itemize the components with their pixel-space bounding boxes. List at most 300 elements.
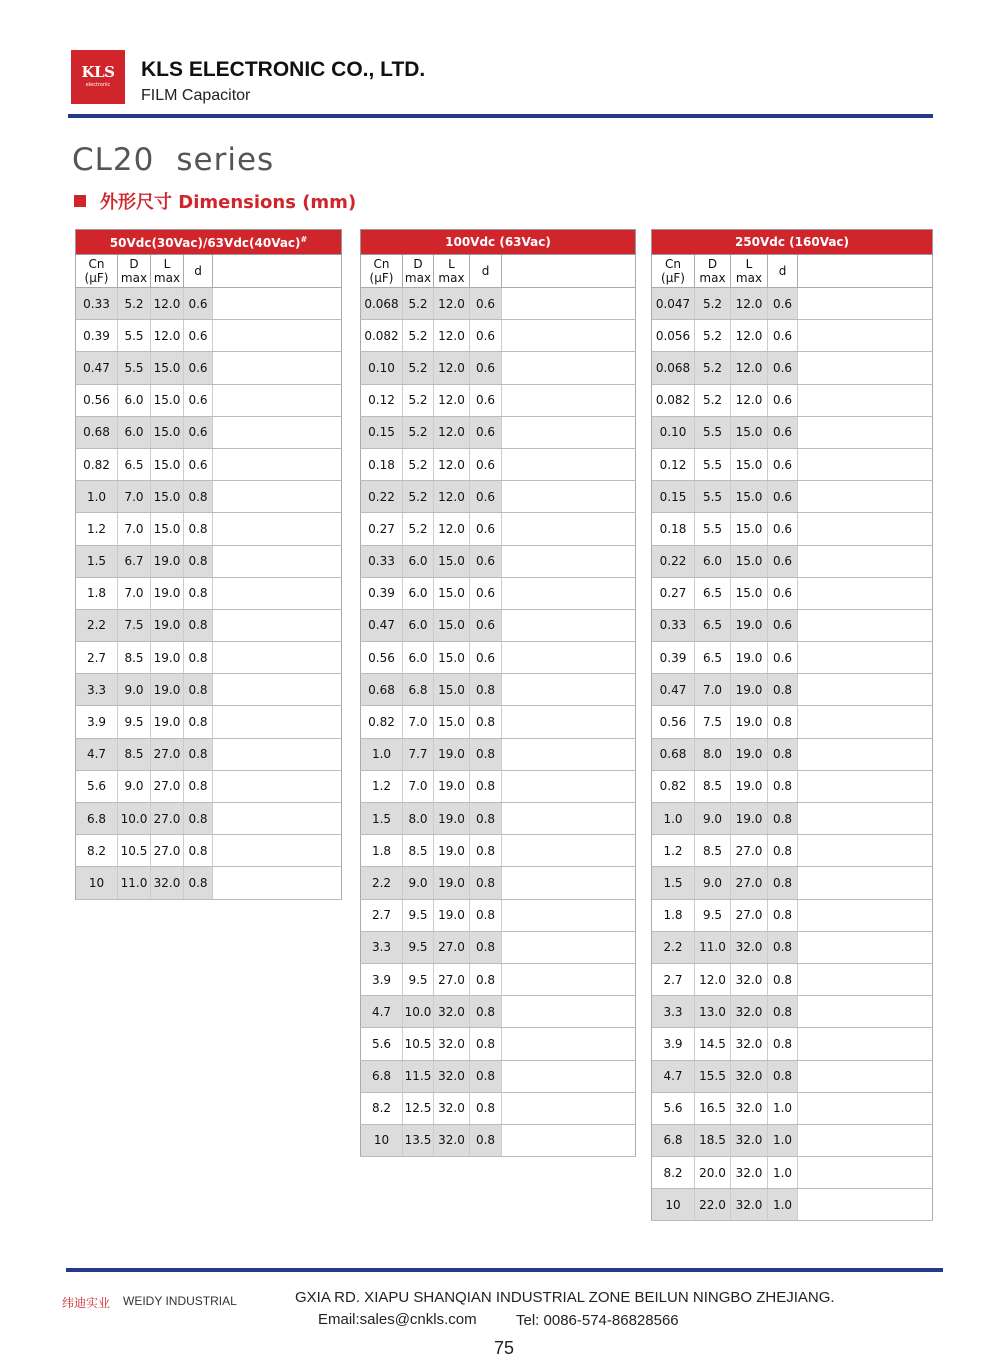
cell-lead-diameter: 0.8 xyxy=(470,1124,502,1156)
table-row xyxy=(76,481,342,513)
cell-lead-diameter: 0.8 xyxy=(470,1028,502,1060)
row-spacer xyxy=(502,1124,636,1156)
cell-diameter-max: 10.5 xyxy=(118,835,151,867)
column-header-lead xyxy=(470,255,502,288)
cell-length-max: 12.0 xyxy=(151,288,184,320)
column-header-lead-text: d xyxy=(481,264,490,278)
cell-diameter-max: 8.5 xyxy=(695,770,731,802)
cell-length-max: 15.0 xyxy=(151,384,184,416)
cell-length-max: 12.0 xyxy=(434,416,470,448)
table-row xyxy=(652,899,933,931)
table-row xyxy=(76,706,342,738)
cell-capacitance: 0.10 xyxy=(361,352,403,384)
table-row xyxy=(361,352,636,384)
cell-length-max: 27.0 xyxy=(151,738,184,770)
cell-lead-diameter: 0.8 xyxy=(184,577,213,609)
cell-lead-diameter: 0.6 xyxy=(184,320,213,352)
cell-capacitance: 1.2 xyxy=(652,835,695,867)
cell-lead-diameter: 0.6 xyxy=(470,384,502,416)
cell-capacitance: 0.047 xyxy=(652,288,695,320)
cell-lead-diameter: 0.8 xyxy=(184,481,213,513)
cell-capacitance: 0.47 xyxy=(76,352,118,384)
cell-capacitance: 0.47 xyxy=(652,674,695,706)
table-title xyxy=(76,230,342,255)
cell-capacitance: 2.7 xyxy=(76,642,118,674)
cell-diameter-max: 6.0 xyxy=(118,416,151,448)
cell-capacitance: 8.2 xyxy=(361,1092,403,1124)
cell-lead-diameter: 0.6 xyxy=(470,513,502,545)
cell-lead-diameter: 0.8 xyxy=(470,674,502,706)
cell-diameter-max: 6.8 xyxy=(403,674,434,706)
page-number: 75 xyxy=(494,1338,515,1358)
cell-lead-diameter: 0.8 xyxy=(768,996,798,1028)
cell-diameter-max: 7.0 xyxy=(118,513,151,545)
cell-length-max: 32.0 xyxy=(731,1189,768,1221)
cell-length-max: 19.0 xyxy=(731,706,768,738)
row-spacer xyxy=(798,577,933,609)
cell-diameter-max: 8.0 xyxy=(403,803,434,835)
row-spacer xyxy=(213,835,342,867)
cell-lead-diameter: 0.8 xyxy=(470,835,502,867)
cell-lead-diameter: 0.8 xyxy=(184,545,213,577)
cell-capacitance: 4.7 xyxy=(76,738,118,770)
cell-lead-diameter: 0.6 xyxy=(184,288,213,320)
cell-capacitance: 2.2 xyxy=(652,931,695,963)
cell-lead-diameter: 0.8 xyxy=(184,867,213,899)
cell-capacitance: 3.9 xyxy=(76,706,118,738)
table-row xyxy=(76,352,342,384)
cell-lead-diameter: 0.8 xyxy=(184,738,213,770)
cell-length-max: 27.0 xyxy=(151,803,184,835)
cell-lead-diameter: 0.6 xyxy=(768,416,798,448)
cell-lead-diameter: 0.6 xyxy=(768,577,798,609)
cell-capacitance: 6.8 xyxy=(76,803,118,835)
company-logo xyxy=(71,50,125,104)
cell-length-max: 15.0 xyxy=(151,448,184,480)
cell-capacitance: 3.9 xyxy=(652,1028,695,1060)
cell-capacitance: 0.56 xyxy=(652,706,695,738)
row-spacer xyxy=(798,513,933,545)
row-spacer xyxy=(798,996,933,1028)
cell-diameter-max: 20.0 xyxy=(695,1157,731,1189)
cell-capacitance: 1.8 xyxy=(361,835,403,867)
table-row xyxy=(361,738,636,770)
column-header-d-text: max xyxy=(404,271,432,285)
cell-length-max: 19.0 xyxy=(151,609,184,641)
cell-lead-diameter: 0.6 xyxy=(184,384,213,416)
table-row xyxy=(76,738,342,770)
row-spacer xyxy=(798,320,933,352)
cell-diameter-max: 9.0 xyxy=(695,803,731,835)
cell-diameter-max: 11.0 xyxy=(118,867,151,899)
cell-capacitance: 5.6 xyxy=(76,770,118,802)
table-row xyxy=(652,738,933,770)
cell-diameter-max: 10.0 xyxy=(403,996,434,1028)
table-100vdc xyxy=(360,229,636,1157)
cell-diameter-max: 6.7 xyxy=(118,545,151,577)
table-row xyxy=(76,545,342,577)
row-spacer xyxy=(798,352,933,384)
row-spacer xyxy=(213,867,342,899)
column-header-cn-text: Cn xyxy=(373,257,390,271)
cell-lead-diameter: 0.8 xyxy=(768,674,798,706)
cell-lead-diameter: 0.6 xyxy=(768,352,798,384)
cell-diameter-max: 8.5 xyxy=(118,738,151,770)
row-spacer xyxy=(502,513,636,545)
cell-diameter-max: 22.0 xyxy=(695,1189,731,1221)
row-spacer xyxy=(213,642,342,674)
cell-capacitance: 0.15 xyxy=(361,416,403,448)
column-header-l xyxy=(434,255,470,288)
cell-lead-diameter: 0.6 xyxy=(470,320,502,352)
cell-length-max: 19.0 xyxy=(434,867,470,899)
row-spacer xyxy=(502,384,636,416)
header-spacer xyxy=(798,255,933,288)
table-row xyxy=(76,803,342,835)
cell-capacitance: 0.33 xyxy=(76,288,118,320)
table-row xyxy=(652,577,933,609)
cell-length-max: 15.0 xyxy=(731,545,768,577)
cell-length-max: 15.0 xyxy=(731,513,768,545)
cell-diameter-max: 6.0 xyxy=(695,545,731,577)
cell-capacitance: 0.39 xyxy=(76,320,118,352)
row-spacer xyxy=(213,738,342,770)
cell-diameter-max: 5.2 xyxy=(403,288,434,320)
table-row xyxy=(76,384,342,416)
voltage-rating: 250Vdc (160Vac) xyxy=(734,235,850,249)
cell-length-max: 12.0 xyxy=(434,448,470,480)
footer-address: GXIA RD. XIAPU SHANQIAN INDUSTRIAL ZONE BEILUN NINGBO ZHEJIANG. xyxy=(295,1289,835,1306)
cell-diameter-max: 5.5 xyxy=(695,513,731,545)
cell-capacitance: 0.22 xyxy=(652,545,695,577)
cell-capacitance: 1.5 xyxy=(361,803,403,835)
cell-capacitance: 0.18 xyxy=(361,448,403,480)
row-spacer xyxy=(213,577,342,609)
cell-length-max: 27.0 xyxy=(731,867,768,899)
cell-capacitance: 0.12 xyxy=(652,448,695,480)
series-code: CL20 xyxy=(72,142,155,178)
table-row xyxy=(652,416,933,448)
cell-lead-diameter: 0.8 xyxy=(184,674,213,706)
cell-diameter-max: 5.5 xyxy=(695,481,731,513)
table-250vdc xyxy=(651,229,933,1221)
cell-lead-diameter: 0.6 xyxy=(470,642,502,674)
cell-lead-diameter: 0.6 xyxy=(768,609,798,641)
cell-capacitance: 2.7 xyxy=(652,963,695,995)
row-spacer xyxy=(798,545,933,577)
cell-lead-diameter: 0.6 xyxy=(470,448,502,480)
cell-capacitance: 1.5 xyxy=(652,867,695,899)
cell-length-max: 32.0 xyxy=(731,1092,768,1124)
row-spacer xyxy=(213,545,342,577)
row-spacer xyxy=(798,1028,933,1060)
header-spacer xyxy=(502,255,636,288)
column-header-l-text: L xyxy=(745,257,753,271)
cell-length-max: 12.0 xyxy=(731,320,768,352)
row-spacer xyxy=(213,448,342,480)
section-heading xyxy=(74,188,356,214)
cell-lead-diameter: 0.8 xyxy=(184,513,213,545)
row-spacer xyxy=(798,642,933,674)
cell-diameter-max: 6.0 xyxy=(403,609,434,641)
table-row xyxy=(76,867,342,899)
table-row xyxy=(76,609,342,641)
cell-capacitance: 0.18 xyxy=(652,513,695,545)
cell-lead-diameter: 0.8 xyxy=(470,1092,502,1124)
cell-diameter-max: 5.2 xyxy=(695,352,731,384)
cell-diameter-max: 8.0 xyxy=(695,738,731,770)
cell-lead-diameter: 0.6 xyxy=(768,384,798,416)
cell-capacitance: 0.39 xyxy=(361,577,403,609)
cell-diameter-max: 7.0 xyxy=(695,674,731,706)
cell-diameter-max: 6.0 xyxy=(403,577,434,609)
cell-lead-diameter: 1.0 xyxy=(768,1189,798,1221)
cell-length-max: 32.0 xyxy=(434,1124,470,1156)
table-row xyxy=(361,320,636,352)
cell-capacitance: 0.27 xyxy=(652,577,695,609)
table-row xyxy=(652,1092,933,1124)
cell-diameter-max: 6.5 xyxy=(695,577,731,609)
cell-length-max: 19.0 xyxy=(434,899,470,931)
cell-diameter-max: 6.0 xyxy=(403,642,434,674)
cell-lead-diameter: 0.8 xyxy=(470,770,502,802)
voltage-rating: 100Vdc (63Vac) xyxy=(445,235,551,249)
cell-length-max: 32.0 xyxy=(731,1157,768,1189)
cell-length-max: 19.0 xyxy=(151,545,184,577)
series-word: series xyxy=(176,142,275,178)
table-row xyxy=(76,320,342,352)
cell-diameter-max: 12.0 xyxy=(695,963,731,995)
row-spacer xyxy=(213,352,342,384)
cell-lead-diameter: 0.6 xyxy=(470,416,502,448)
cell-lead-diameter: 0.8 xyxy=(768,963,798,995)
cell-capacitance: 1.5 xyxy=(76,545,118,577)
table-row xyxy=(361,803,636,835)
cell-diameter-max: 12.5 xyxy=(403,1092,434,1124)
cell-lead-diameter: 0.6 xyxy=(470,609,502,641)
row-spacer xyxy=(502,674,636,706)
column-header-row xyxy=(361,255,636,288)
cell-diameter-max: 5.2 xyxy=(118,288,151,320)
cell-capacitance: 10 xyxy=(652,1189,695,1221)
row-spacer xyxy=(213,416,342,448)
table-row xyxy=(652,384,933,416)
cell-diameter-max: 9.0 xyxy=(403,867,434,899)
cell-diameter-max: 7.0 xyxy=(118,577,151,609)
cell-length-max: 12.0 xyxy=(151,320,184,352)
cell-lead-diameter: 0.6 xyxy=(768,288,798,320)
cell-diameter-max: 6.5 xyxy=(695,609,731,641)
cell-lead-diameter: 0.8 xyxy=(470,996,502,1028)
row-spacer xyxy=(798,963,933,995)
cell-diameter-max: 9.5 xyxy=(403,899,434,931)
table-row xyxy=(361,513,636,545)
cell-diameter-max: 6.5 xyxy=(695,642,731,674)
cell-diameter-max: 5.2 xyxy=(403,416,434,448)
column-header-lead xyxy=(768,255,798,288)
cell-length-max: 15.0 xyxy=(434,706,470,738)
cell-capacitance: 0.82 xyxy=(652,770,695,802)
table-row xyxy=(76,288,342,320)
cell-capacitance: 10 xyxy=(361,1124,403,1156)
column-header-cn-text: Cn xyxy=(88,257,105,271)
table-row xyxy=(652,1060,933,1092)
table-row xyxy=(652,1028,933,1060)
cell-length-max: 19.0 xyxy=(434,803,470,835)
row-spacer xyxy=(502,352,636,384)
cell-lead-diameter: 0.8 xyxy=(768,867,798,899)
cell-lead-diameter: 0.8 xyxy=(470,738,502,770)
table-title xyxy=(361,230,636,255)
cell-diameter-max: 9.5 xyxy=(403,931,434,963)
cell-diameter-max: 5.5 xyxy=(695,448,731,480)
cell-capacitance: 0.082 xyxy=(361,320,403,352)
row-spacer xyxy=(502,931,636,963)
cell-capacitance: 0.82 xyxy=(361,706,403,738)
row-spacer xyxy=(213,770,342,802)
cell-length-max: 15.0 xyxy=(151,513,184,545)
row-spacer xyxy=(798,738,933,770)
row-spacer xyxy=(502,545,636,577)
cell-lead-diameter: 0.8 xyxy=(184,770,213,802)
cell-capacitance: 3.3 xyxy=(76,674,118,706)
cell-diameter-max: 5.2 xyxy=(403,513,434,545)
cell-diameter-max: 10.5 xyxy=(403,1028,434,1060)
column-header-cn-text: (μF) xyxy=(84,271,109,285)
table-row xyxy=(361,288,636,320)
table-row xyxy=(361,674,636,706)
cell-diameter-max: 6.0 xyxy=(403,545,434,577)
column-header-d xyxy=(118,255,151,288)
table-row xyxy=(652,674,933,706)
table-row xyxy=(652,288,933,320)
cell-lead-diameter: 1.0 xyxy=(768,1124,798,1156)
cell-length-max: 27.0 xyxy=(731,835,768,867)
cell-length-max: 12.0 xyxy=(731,352,768,384)
cell-capacitance: 0.068 xyxy=(652,352,695,384)
cell-diameter-max: 9.5 xyxy=(403,963,434,995)
table-row xyxy=(361,545,636,577)
column-header-d-text: max xyxy=(699,271,726,285)
cell-capacitance: 8.2 xyxy=(76,835,118,867)
row-spacer xyxy=(798,481,933,513)
cell-capacitance: 0.82 xyxy=(76,448,118,480)
cell-diameter-max: 16.5 xyxy=(695,1092,731,1124)
table-row xyxy=(361,384,636,416)
column-header-l-text: max xyxy=(438,271,465,285)
cell-capacitance: 0.68 xyxy=(652,738,695,770)
cell-capacitance: 1.2 xyxy=(76,513,118,545)
row-spacer xyxy=(213,706,342,738)
cell-diameter-max: 5.2 xyxy=(403,481,434,513)
table-row xyxy=(652,513,933,545)
cell-capacitance: 0.68 xyxy=(361,674,403,706)
cell-length-max: 19.0 xyxy=(151,706,184,738)
cell-lead-diameter: 0.8 xyxy=(768,835,798,867)
cell-lead-diameter: 0.6 xyxy=(470,577,502,609)
table-row xyxy=(76,448,342,480)
cell-length-max: 32.0 xyxy=(731,1028,768,1060)
cell-diameter-max: 8.5 xyxy=(695,835,731,867)
row-spacer xyxy=(502,738,636,770)
cell-capacitance: 0.22 xyxy=(361,481,403,513)
cell-length-max: 19.0 xyxy=(434,770,470,802)
cell-length-max: 12.0 xyxy=(434,288,470,320)
cell-lead-diameter: 0.8 xyxy=(470,931,502,963)
table-row xyxy=(76,577,342,609)
row-spacer xyxy=(798,706,933,738)
cell-length-max: 19.0 xyxy=(731,770,768,802)
cell-length-max: 12.0 xyxy=(731,288,768,320)
table-row xyxy=(361,931,636,963)
cell-diameter-max: 13.5 xyxy=(403,1124,434,1156)
cell-diameter-max: 7.5 xyxy=(695,706,731,738)
cell-diameter-max: 9.5 xyxy=(118,706,151,738)
cell-length-max: 32.0 xyxy=(434,1092,470,1124)
table-row xyxy=(361,770,636,802)
row-spacer xyxy=(502,1092,636,1124)
table-row xyxy=(652,320,933,352)
row-spacer xyxy=(798,448,933,480)
cell-length-max: 32.0 xyxy=(731,931,768,963)
cell-lead-diameter: 0.8 xyxy=(768,706,798,738)
row-spacer xyxy=(798,835,933,867)
logo-subtext: electronic xyxy=(85,82,111,88)
cell-capacitance: 0.68 xyxy=(76,416,118,448)
cell-capacitance: 0.33 xyxy=(361,545,403,577)
cell-length-max: 19.0 xyxy=(731,738,768,770)
header-spacer xyxy=(213,255,342,288)
cell-lead-diameter: 0.8 xyxy=(768,770,798,802)
cell-diameter-max: 14.5 xyxy=(695,1028,731,1060)
table-row xyxy=(652,996,933,1028)
table-title xyxy=(652,230,933,255)
cell-lead-diameter: 0.8 xyxy=(184,803,213,835)
cell-length-max: 19.0 xyxy=(151,674,184,706)
row-spacer xyxy=(502,899,636,931)
cell-diameter-max: 9.5 xyxy=(695,899,731,931)
cell-diameter-max: 5.2 xyxy=(403,352,434,384)
table-row xyxy=(652,803,933,835)
cell-length-max: 15.0 xyxy=(151,481,184,513)
cell-capacitance: 3.9 xyxy=(361,963,403,995)
cell-capacitance: 0.12 xyxy=(361,384,403,416)
column-header-lead xyxy=(184,255,213,288)
cell-diameter-max: 9.0 xyxy=(118,770,151,802)
cell-length-max: 32.0 xyxy=(731,1060,768,1092)
row-spacer xyxy=(502,963,636,995)
rating-footnote-mark: # xyxy=(300,234,308,244)
cell-length-max: 15.0 xyxy=(434,674,470,706)
row-spacer xyxy=(502,288,636,320)
table-row xyxy=(652,1124,933,1156)
section-heading-text: 外形尺寸 Dimensions (mm) xyxy=(100,192,357,213)
row-spacer xyxy=(502,1028,636,1060)
cell-capacitance: 1.0 xyxy=(76,481,118,513)
cell-diameter-max: 5.5 xyxy=(695,416,731,448)
cell-diameter-max: 7.0 xyxy=(403,706,434,738)
cell-lead-diameter: 0.8 xyxy=(768,1060,798,1092)
table-row xyxy=(652,963,933,995)
row-spacer xyxy=(798,416,933,448)
cell-lead-diameter: 0.8 xyxy=(470,899,502,931)
cell-length-max: 15.0 xyxy=(731,448,768,480)
footer-divider xyxy=(66,1268,943,1272)
cell-length-max: 19.0 xyxy=(731,609,768,641)
company-name: KLS ELECTRONIC CO., LTD. xyxy=(141,58,426,81)
cell-lead-diameter: 0.8 xyxy=(768,738,798,770)
cell-length-max: 15.0 xyxy=(151,416,184,448)
